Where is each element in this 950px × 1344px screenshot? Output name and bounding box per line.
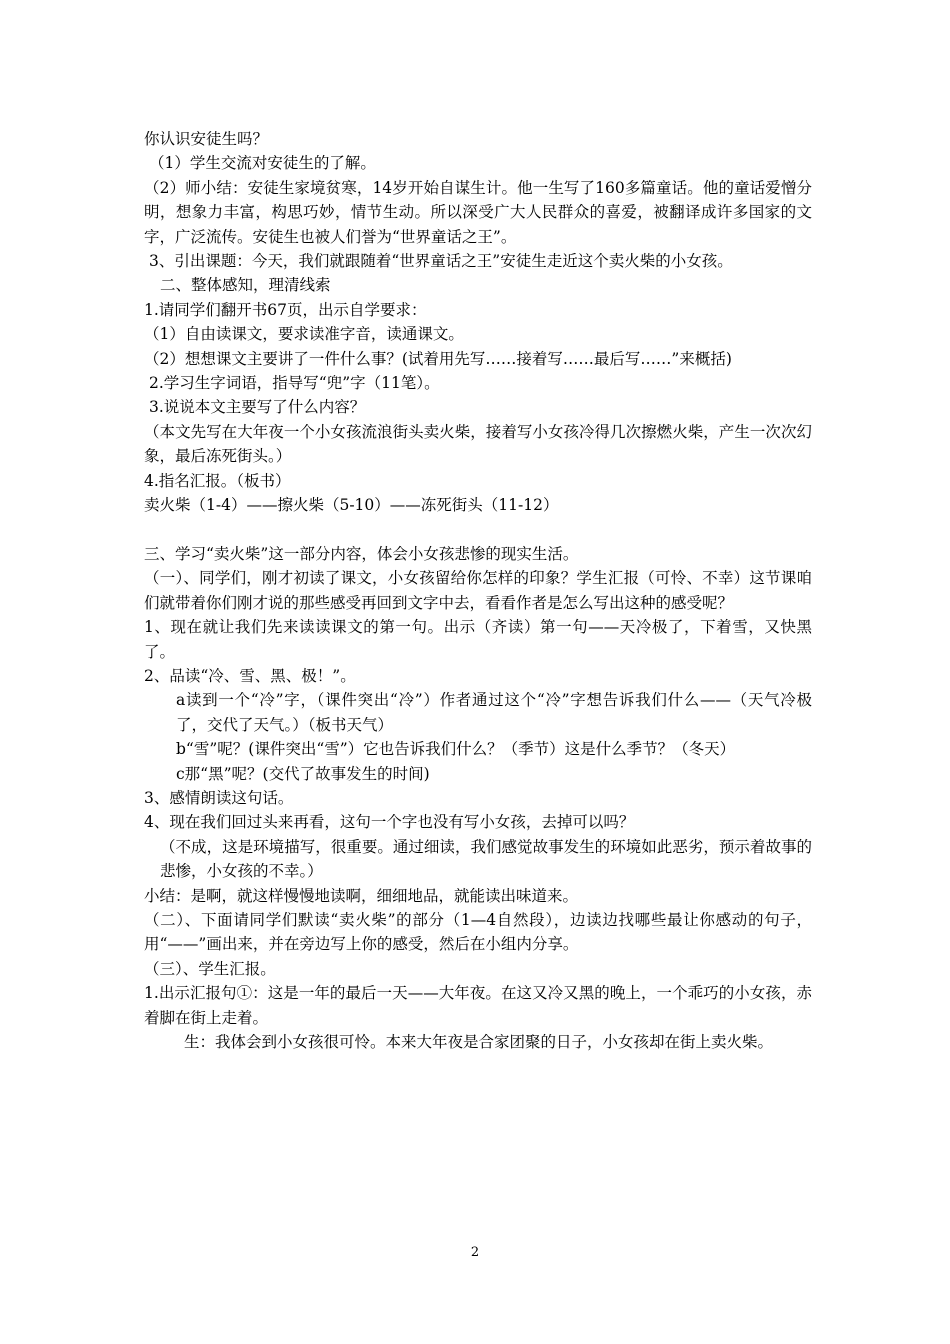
text-line: 生：我体会到小女孩很可怜。本来大年夜是合家团聚的日子，小女孩却在街上卖火柴。 — [184, 1033, 774, 1052]
text-line: （一）、同学们，刚才初读了课文，小女孩留给你怎样的印象？学生汇报（可怜、不幸）这节课咱们就带着你们刚才说的那些感受再回到文字中去，看看作者是怎么写出这种的感受呢？ — [144, 569, 812, 612]
page-number: 2 — [470, 1245, 480, 1260]
section-heading: 三、学习“卖火柴”这一部分内容，体会小女孩悲惨的现实生活。 — [144, 544, 579, 563]
text-line: 3.说说本文主要写了什么内容？ — [149, 398, 366, 417]
blank-line — [144, 518, 812, 542]
text-line: （2）想想课文主要讲了一件什么事？(试着用先写……接着写……最后写……”来概括) — [144, 349, 732, 368]
text-line: （2）师小结：安徒生家境贫寒，14岁开始自谋生计。他一生写了160多篇童话。他的童话爱憎分明，想象力丰富，构思巧妙，情节生动。所以深受广大人民群众的喜爱，被翻译成许多国家的文字，广泛流传。安徒生也被人们誉为“世界童话之王”。 — [144, 178, 812, 246]
text-line: 1.请同学们翻开书67页，出示自学要求： — [144, 300, 427, 319]
text-line: 2、品读“冷、雪、黑、极！”。 — [144, 666, 356, 685]
text-line: （本文先写在大年夜一个小女孩流浪街头卖火柴，接着写小女孩冷得几次擦燃火柴，产生一次次幻象，最后冻死街头。） — [144, 422, 812, 466]
text-line: （不成，这是环境描写，很重要。通过细读，我们感觉故事发生的环境如此恶劣，预示着故事的悲惨，小女孩的不幸。） — [160, 837, 812, 881]
text-line: 小结：是啊，就这样慢慢地读啊，细细地品，就能读出味道来。 — [144, 886, 579, 905]
text-line: （二）、下面请同学们默读“卖火柴”的部分（1—4自然段），边读边找哪些最让你感动的句子，用“——”画出来，并在旁边写上你的感受，然后在小组内分享。 — [144, 910, 812, 954]
text-line: b“雪”呢？(课件突出“雪”）它也告诉我们什么？（季节）这是什么季节？（冬天） — [176, 740, 736, 759]
text-line: 3、感情朗读这句话。 — [144, 788, 294, 807]
text-line: （1）自由读课文，要求读准字音，读通课文。 — [144, 325, 464, 344]
text-line: 2.学习生字词语，指导写“兜”字（11笔）。 — [149, 374, 440, 393]
section-heading: 二、整体感知，理清线索 — [160, 276, 331, 295]
text-line: （三）、学生汇报。 — [144, 959, 276, 978]
page-body — [144, 127, 812, 1054]
text-line: c那“黑”呢？(交代了故事发生的时间) — [176, 764, 430, 783]
text-line: 4.指名汇报。（板书） — [144, 471, 291, 490]
text-line: 1、现在就让我们先来读读课文的第一句。出示（齐读）第一句——天冷极了，下着雪，又快黑了。 — [144, 618, 812, 661]
text-line: 4、现在我们回过头来再看，这句一个字也没有写小女孩，去掉可以吗？ — [144, 813, 635, 832]
blackboard-summary: 卖火柴（1-4）——擦火柴（5-10）——冻死街头（11-12） — [144, 496, 559, 515]
text-line: （1）学生交流对安徒生的了解。 — [149, 154, 376, 173]
text-line: a读到一个“冷”字，（课件突出“冷”）作者通过这个“冷”字想告诉我们什么——（天气冷极了，交代了天气。）（板书天气） — [176, 691, 812, 734]
text-line: 1.出示汇报句①：这是一年的最后一天——大年夜。在这又冷又黑的晚上，一个乖巧的小女孩，赤着脚在街上走着。 — [144, 984, 812, 1027]
text-line: 3、引出课题：今天，我们就跟随着“世界童话之王”安徒生走近这个卖火柴的小女孩。 — [149, 252, 733, 271]
text-line: 你认识安徒生吗？ — [144, 130, 269, 148]
